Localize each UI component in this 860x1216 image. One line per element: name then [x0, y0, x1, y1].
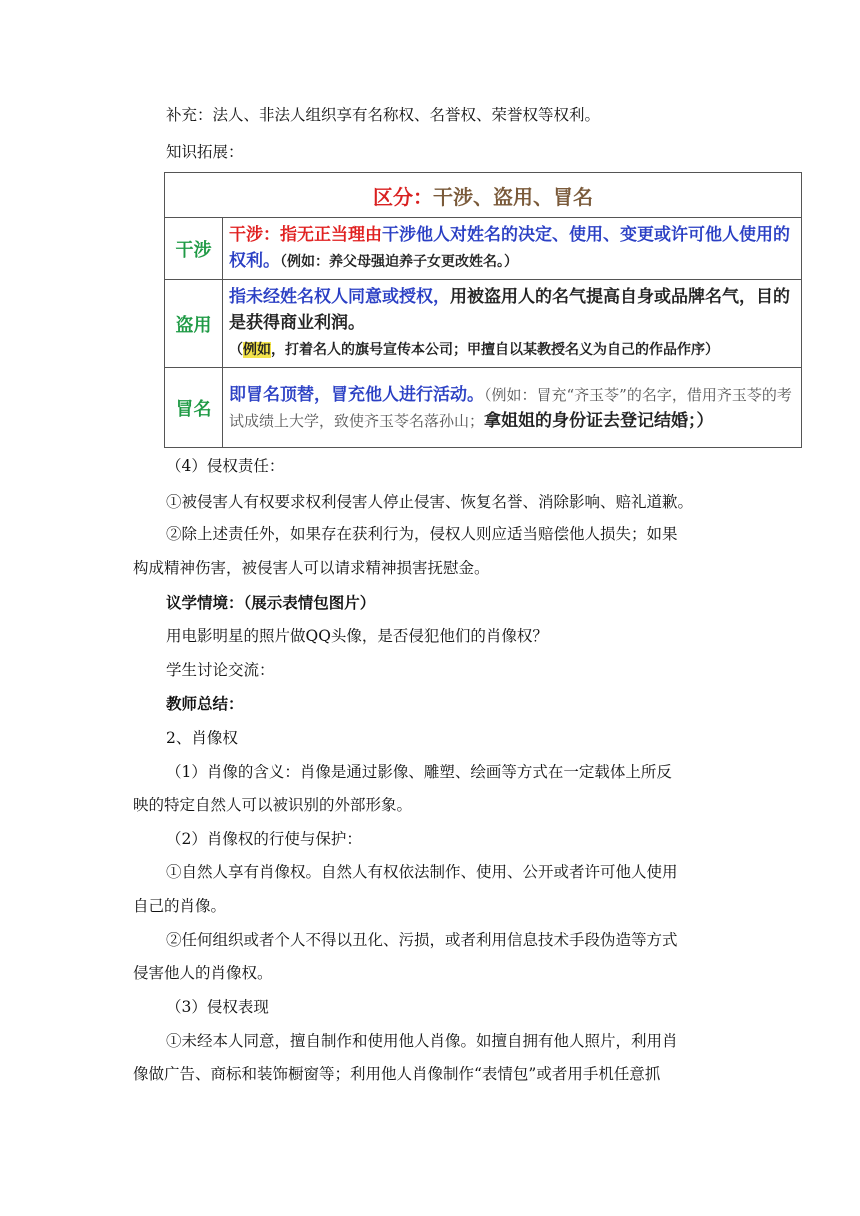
para-liability-heading: （4）侵权责任：	[166, 457, 285, 475]
para-infringement-heading: （3）侵权表现	[166, 998, 269, 1016]
table-title-prefix: 区分：	[373, 184, 433, 209]
para-exercise-2b: 侵害他人的肖像权。	[133, 964, 273, 982]
para-exercise-1a: ①自然人享有肖像权。自然人有权依法制作、使用、公开或者许可他人使用	[166, 863, 678, 881]
desc-interference	[223, 218, 802, 280]
term-impersonation: 冒名	[165, 368, 223, 448]
para-question: 用电影明星的照片做QQ头像，是否侵犯他们的肖像权？	[166, 627, 548, 645]
desc-interference-blue: 干涉他人对姓名的决定、使用、变更或许可他人使用的权利。	[229, 225, 790, 271]
para-liability-2b: 构成精神伤害，被侵害人可以请求精神损害抚慰金。	[133, 559, 490, 577]
para-discussion-scenario: 议学情境：（展示表情包图片）	[166, 594, 376, 612]
para-infringement-1a: ①未经本人同意，擅自制作和使用他人肖像。如擅自拥有他人照片，利用肖	[166, 1032, 678, 1050]
desc-misappropriation-highlight: 例如	[243, 342, 271, 358]
desc-misappropriation	[223, 280, 802, 368]
desc-interference-example: （例如：养父母强迫养子女更改姓名。）	[280, 254, 518, 270]
para-exercise-2a: ②任何组织或者个人不得以丑化、污损，或者利用信息技术手段伪造等方式	[166, 931, 678, 949]
para-portrait-meaning-a: （1）肖像的含义：肖像是通过影像、雕塑、绘画等方式在一定载体上所反	[166, 763, 672, 781]
desc-misappropriation-open: （	[229, 342, 243, 358]
para-knowledge-extension: 知识拓展：	[166, 143, 244, 161]
desc-impersonation-black: 拿姐姐的身份证去登记结婚；）	[484, 410, 714, 431]
table-title	[165, 173, 802, 218]
desc-impersonation-blue: 即冒名顶替，冒充他人进行活动。	[229, 384, 484, 405]
para-teacher-summary: 教师总结：	[166, 695, 244, 713]
desc-interference-red: 干涉：指无正当理由	[229, 225, 382, 245]
para-portrait-meaning-b: 映的特定自然人可以被识别的外部形象。	[133, 796, 413, 814]
para-portrait-right: 2、肖像权	[166, 729, 238, 747]
desc-misappropriation-black: 用被盗用人的名气提高自身或品牌名气，目的是获得商业利润。	[229, 287, 790, 333]
desc-misappropriation-blue: 指未经姓名权人同意或授权，	[229, 287, 450, 307]
term-interference: 干涉	[165, 218, 223, 280]
desc-impersonation	[223, 368, 802, 448]
para-supplement: 补充：法人、非法人组织享有名称权、名誉权、荣誉权等权利。	[166, 106, 601, 124]
desc-impersonation-example: （例如：冒充“齐玉苓”的名字，借用齐玉苓的考试成绩上大学，致使齐玉苓名落孙山；	[229, 385, 792, 430]
para-liability-2a: ②除上述责任外，如果存在获利行为，侵权人则应适当赔偿他人损失；如果	[166, 525, 678, 543]
para-infringement-1b: 像做广告、商标和装饰橱窗等；利用他人肖像制作“表情包”或者用手机任意抓	[133, 1065, 661, 1083]
term-misappropriation: 盗用	[165, 280, 223, 368]
desc-misappropriation-example: ，打着名人的旗号宣传本公司；甲擅自以某教授名义为自己的作品作序）	[271, 342, 719, 358]
para-student-discussion: 学生讨论交流：	[166, 661, 275, 679]
para-exercise-protection: （2）肖像权的行使与保护：	[166, 830, 362, 848]
comparison-table	[164, 172, 802, 448]
table-title-terms: 干涉、盗用、冒名	[433, 184, 593, 209]
para-liability-1: ①被侵害人有权要求权利侵害人停止侵害、恢复名誉、消除影响、赔礼道歉。	[166, 493, 694, 511]
para-exercise-1b: 自己的肖像。	[133, 897, 227, 915]
